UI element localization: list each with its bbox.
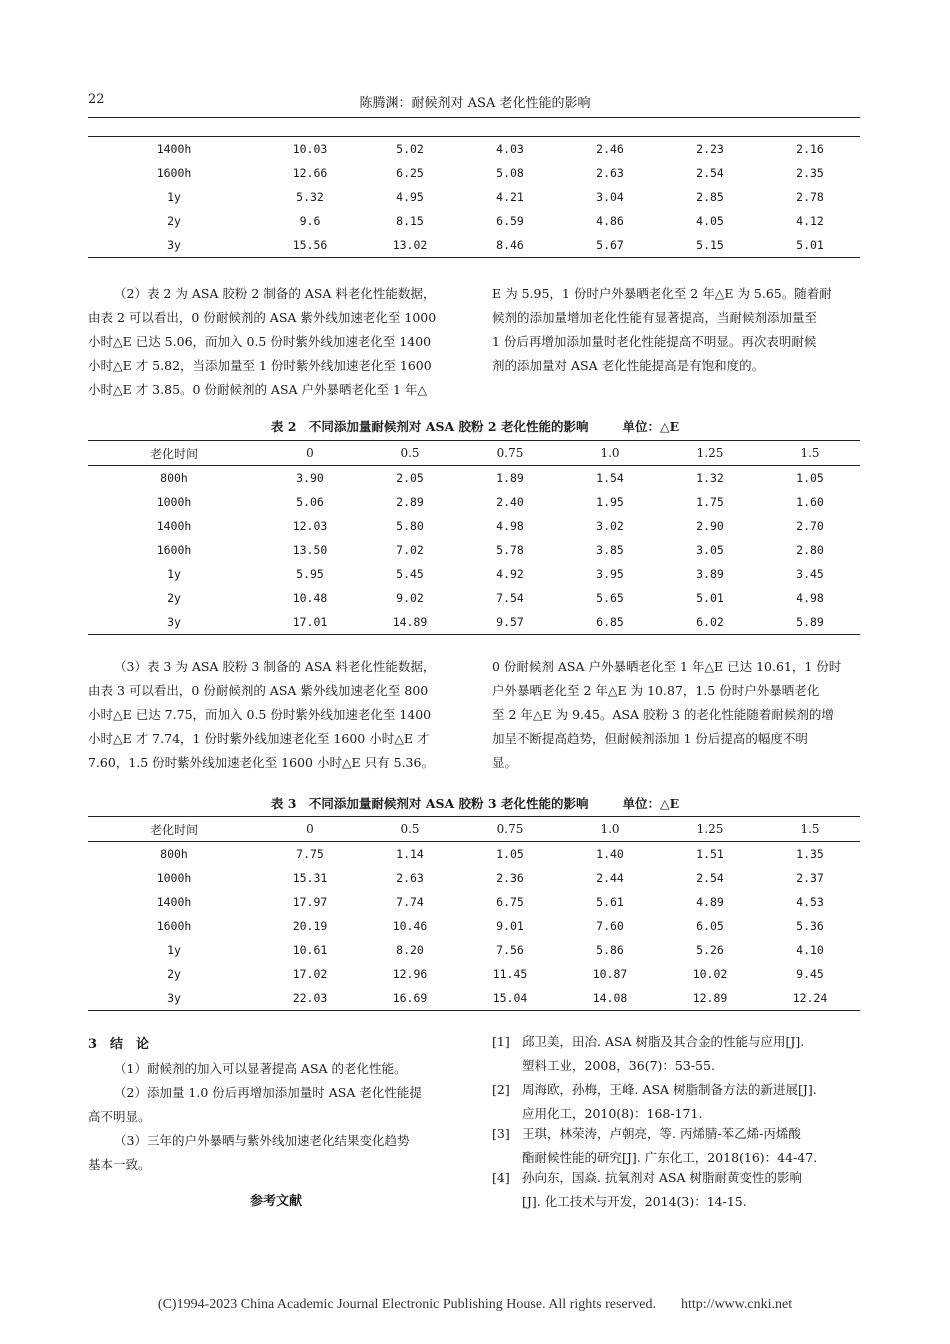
- table-cell: 16.69: [392, 991, 428, 1005]
- table-cell: 2.36: [496, 871, 524, 885]
- table-cell: 3y: [167, 615, 181, 629]
- reference-item: [492, 1030, 862, 1078]
- text-line: 剂的添加量对 ASA 老化性能提高是有饱和度的。: [492, 358, 765, 373]
- table-cell: 3.90: [296, 471, 324, 485]
- text-line: 小时△E 已达 5.06，而加入 0.5 份时紫外线加速老化至 1400: [88, 334, 432, 349]
- table-cell: 4.98: [496, 519, 524, 533]
- text-line: 户外暴晒老化至 2 年△E 为 10.87，1.5 份时户外暴晒老化: [492, 683, 820, 698]
- table-cell: 1000h: [156, 871, 192, 885]
- table-cell: 2.78: [796, 190, 824, 204]
- references-heading: 参考文献: [249, 1194, 302, 1209]
- column-header: 0.75: [460, 817, 560, 842]
- column-header: 1.0: [560, 817, 660, 842]
- reference-text: 邱卫美，田冶. ASA 树脂及其合金的性能与应用[J].: [522, 1034, 805, 1049]
- text-line: 高不明显。: [88, 1109, 151, 1124]
- table-cell: 2.44: [596, 871, 624, 885]
- text-line: 由表 3 可以看出，0 份耐候剂的 ASA 紫外线加速老化至 800: [88, 683, 429, 698]
- table-1-continued: [88, 136, 860, 258]
- text-line: （3）表 3 为 ASA 胶粉 3 制备的 ASA 料老化性能数据，: [114, 659, 436, 674]
- table-cell: 1.60: [796, 495, 824, 509]
- table-row: [88, 890, 860, 914]
- table-row: [88, 466, 860, 491]
- column-header: 1.25: [660, 441, 760, 466]
- text-line: 7.60，1.5 份时紫外线加速老化至 1600 小时△E 只有 5.36。: [88, 755, 434, 770]
- table-cell: 7.60: [596, 919, 624, 933]
- table-cell: 800h: [160, 847, 188, 861]
- table-row: [88, 610, 860, 635]
- column-header: 0: [260, 817, 360, 842]
- table-cell: 1.95: [596, 495, 624, 509]
- table-cell: 4.95: [396, 190, 424, 204]
- table-cell: 22.03: [292, 991, 328, 1005]
- paragraph-3-right: [492, 655, 862, 775]
- table-row: [88, 538, 860, 562]
- table-cell: 4.92: [496, 567, 524, 581]
- reference-item: [492, 1166, 862, 1214]
- table-cell: 10.87: [592, 967, 628, 981]
- text-line: 小时△E 才 3.85。0 份耐候剂的 ASA 户外暴晒老化至 1 年△: [88, 382, 428, 397]
- table-cell: 5.06: [296, 495, 324, 509]
- table-row: [88, 161, 860, 185]
- table-cell: 1.54: [596, 471, 624, 485]
- table-row: [88, 586, 860, 610]
- text-line: 小时△E 才 7.74，1 份时紫外线加速老化至 1600 小时△E 才: [88, 731, 430, 746]
- table-cell: 5.45: [396, 567, 424, 581]
- table-cell: 9.02: [396, 591, 424, 605]
- table-row: [88, 986, 860, 1011]
- reference-text: 王琪，林荣涛，卢朝亮，等. 丙烯腈-苯乙烯-丙烯酸: [522, 1126, 801, 1141]
- table-cell: 2.37: [796, 871, 824, 885]
- table-2: [88, 440, 860, 635]
- table-cell: 3.05: [696, 543, 724, 557]
- table-cell: 5.26: [696, 943, 724, 957]
- table-row: [88, 962, 860, 986]
- table-cell: 1.75: [696, 495, 724, 509]
- table-cell: 3y: [167, 991, 181, 1005]
- caption-text: 表 2 不同添加量耐候剂对 ASA 胶粉 2 老化性能的影响: [270, 419, 589, 434]
- table-cell: 7.02: [396, 543, 424, 557]
- table-cell: 4.53: [796, 895, 824, 909]
- table-row: [88, 914, 860, 938]
- table-3: [88, 816, 860, 1011]
- table-cell: 1400h: [156, 142, 192, 156]
- table-3-caption: [0, 794, 950, 812]
- table-cell: 2y: [167, 591, 181, 605]
- table-cell: 2.90: [696, 519, 724, 533]
- table-cell: 4.89: [696, 895, 724, 909]
- column-header: 0.5: [360, 441, 460, 466]
- table-row: [88, 842, 860, 867]
- table-row: [88, 514, 860, 538]
- table-cell: 800h: [160, 471, 188, 485]
- reference-text: 酯耐候性能的研究[J]. 广东化工，2018(16)：44-47.: [522, 1150, 818, 1165]
- reference-item: [492, 1122, 862, 1170]
- table-cell: 1000h: [156, 495, 192, 509]
- table-row: [88, 938, 860, 962]
- table-cell: 14.08: [592, 991, 628, 1005]
- reference-text: 应用化工，2010(8)：168-171.: [522, 1106, 703, 1121]
- table-cell: 2.23: [696, 142, 724, 156]
- column-header: 1.0: [560, 441, 660, 466]
- reference-number: [4]: [492, 1170, 510, 1185]
- table-cell: 2.63: [596, 166, 624, 180]
- table-cell: 6.02: [696, 615, 724, 629]
- table-cell: 13.02: [392, 238, 428, 252]
- table-cell: 1600h: [156, 919, 192, 933]
- table-cell: 1.05: [496, 847, 524, 861]
- column-header: 0: [260, 441, 360, 466]
- table-cell: 1400h: [156, 895, 192, 909]
- table-cell: 3.04: [596, 190, 624, 204]
- column-header: 1.5: [760, 817, 860, 842]
- table-cell: 13.50: [292, 543, 328, 557]
- table-cell: 12.89: [692, 991, 728, 1005]
- table-cell: 6.75: [496, 895, 524, 909]
- table-cell: 2y: [167, 214, 181, 228]
- column-header: 1.25: [660, 817, 760, 842]
- table-cell: 10.02: [692, 967, 728, 981]
- table-cell: 2.16: [796, 142, 824, 156]
- copyright-text: (C)1994-2023 China Academic Journal Electronic Publishing House. All rights reserved.: [157, 1297, 656, 1312]
- text-line: （3）三年的户外暴晒与紫外线加速老化结果变化趋势: [114, 1133, 410, 1148]
- table-cell: 6.25: [396, 166, 424, 180]
- table-header-row: [88, 817, 860, 842]
- table-cell: 5.89: [796, 615, 824, 629]
- table-cell: 5.65: [596, 591, 624, 605]
- table-cell: 3.02: [596, 519, 624, 533]
- table-cell: 7.75: [296, 847, 324, 861]
- text-line: 基本一致。: [88, 1157, 151, 1172]
- table-cell: 12.66: [292, 166, 328, 180]
- table-cell: 9.45: [796, 967, 824, 981]
- table-cell: 6.59: [496, 214, 524, 228]
- table-row: [88, 137, 860, 162]
- reference-number: [2]: [492, 1082, 510, 1097]
- table-cell: 6.05: [696, 919, 724, 933]
- table-cell: 10.46: [392, 919, 428, 933]
- text-line: 至 2 年△E 为 9.45。ASA 胶粉 3 的老化性能随着耐候剂的增: [492, 707, 834, 722]
- table-cell: 4.86: [596, 214, 624, 228]
- table-cell: 1y: [167, 943, 181, 957]
- paragraph-3-left: [88, 655, 464, 775]
- copyright-footer: [0, 1297, 950, 1313]
- table-cell: 17.02: [292, 967, 328, 981]
- conclusion-list: [88, 1057, 464, 1177]
- table-row: [88, 209, 860, 233]
- paragraph-2-right: [492, 282, 862, 378]
- table-cell: 7.56: [496, 943, 524, 957]
- reference-item: [492, 1078, 862, 1126]
- table-cell: 6.85: [596, 615, 624, 629]
- reference-text: [J]. 化工技术与开发，2014(3)：14-15.: [522, 1194, 747, 1209]
- column-header: 0.75: [460, 441, 560, 466]
- text-line: （2）添加量 1.0 份后再增加添加量时 ASA 老化性能提: [114, 1085, 422, 1100]
- table-cell: 5.80: [396, 519, 424, 533]
- table-cell: 5.32: [296, 190, 324, 204]
- table-cell: 5.02: [396, 142, 424, 156]
- column-header: 老化时间: [88, 817, 260, 842]
- table-cell: 3.95: [596, 567, 624, 581]
- table-cell: 5.86: [596, 943, 624, 957]
- table-cell: 3.45: [796, 567, 824, 581]
- table-cell: 15.56: [292, 238, 328, 252]
- table-cell: 1.89: [496, 471, 524, 485]
- paragraph-2-left: [88, 282, 464, 402]
- text-line: 候剂的添加量增加老化性能有显著提高，当耐候剂添加量至: [492, 310, 818, 325]
- table-cell: 2.70: [796, 519, 824, 533]
- table-cell: 5.01: [796, 238, 824, 252]
- column-header: 1.5: [760, 441, 860, 466]
- table-cell: 5.95: [296, 567, 324, 581]
- table-cell: 2.35: [796, 166, 824, 180]
- table-cell: 5.78: [496, 543, 524, 557]
- table-cell: 4.21: [496, 190, 524, 204]
- table-cell: 15.04: [492, 991, 528, 1005]
- table-cell: 4.03: [496, 142, 524, 156]
- table-cell: 9.6: [299, 214, 321, 228]
- table-cell: 1600h: [156, 543, 192, 557]
- reference-text: 塑料工业，2008，36(7)：53-55.: [522, 1058, 715, 1073]
- table-cell: 4.05: [696, 214, 724, 228]
- table-cell: 3y: [167, 238, 181, 252]
- table-cell: 1.32: [696, 471, 724, 485]
- table-cell: 7.74: [396, 895, 424, 909]
- text-line: （2）表 2 为 ASA 胶粉 2 制备的 ASA 料老化性能数据，: [114, 286, 436, 301]
- table-cell: 2.54: [696, 166, 724, 180]
- table-cell: 1600h: [156, 166, 192, 180]
- table-cell: 2.54: [696, 871, 724, 885]
- section-heading: 3 结 论: [88, 1037, 150, 1052]
- table-2-caption: [0, 417, 950, 435]
- caption-unit: 单位：△E: [622, 796, 680, 811]
- table-cell: 1.51: [696, 847, 724, 861]
- table-row: [88, 185, 860, 209]
- table-cell: 15.31: [292, 871, 328, 885]
- text-line: （1）耐候剂的加入可以显著提高 ASA 的老化性能。: [114, 1061, 407, 1076]
- table-row: [88, 562, 860, 586]
- caption-text: 表 3 不同添加量耐候剂对 ASA 胶粉 3 老化性能的影响: [270, 796, 589, 811]
- table-row: [88, 866, 860, 890]
- table-cell: 3.89: [696, 567, 724, 581]
- table-header-row: [88, 441, 860, 466]
- table-cell: 17.97: [292, 895, 328, 909]
- column-header: 0.5: [360, 817, 460, 842]
- table-cell: 5.08: [496, 166, 524, 180]
- table-cell: 12.24: [792, 991, 828, 1005]
- table-cell: 7.54: [496, 591, 524, 605]
- table-cell: 1y: [167, 567, 181, 581]
- table-cell: 2.46: [596, 142, 624, 156]
- table-cell: 8.46: [496, 238, 524, 252]
- table-cell: 2.85: [696, 190, 724, 204]
- table-cell: 11.45: [492, 967, 528, 981]
- table-cell: 3.85: [596, 543, 624, 557]
- table-cell: 5.61: [596, 895, 624, 909]
- table-cell: 5.36: [796, 919, 824, 933]
- table-row: [88, 233, 860, 258]
- header-rule: [88, 117, 860, 118]
- reference-number: [3]: [492, 1126, 510, 1141]
- cnki-url: http://www.cnki.net: [681, 1297, 793, 1312]
- table-cell: 5.01: [696, 591, 724, 605]
- table-cell: 12.96: [392, 967, 428, 981]
- table-cell: 17.01: [292, 615, 328, 629]
- table-cell: 2y: [167, 967, 181, 981]
- table-cell: 8.15: [396, 214, 424, 228]
- table-cell: 1.40: [596, 847, 624, 861]
- table-cell: 2.63: [396, 871, 424, 885]
- table-cell: 1y: [167, 190, 181, 204]
- table-cell: 9.57: [496, 615, 524, 629]
- table-cell: 5.67: [596, 238, 624, 252]
- table-cell: 10.61: [292, 943, 328, 957]
- table-cell: 1.14: [396, 847, 424, 861]
- caption-unit: 单位：△E: [622, 419, 680, 434]
- table-cell: 5.15: [696, 238, 724, 252]
- text-line: 由表 2 可以看出，0 份耐候剂的 ASA 紫外线加速老化至 1000: [88, 310, 437, 325]
- table-cell: 1.35: [796, 847, 824, 861]
- text-line: E 为 5.95，1 份时户外暴晒老化至 2 年△E 为 5.65。随着耐: [492, 286, 832, 301]
- table-row: [88, 490, 860, 514]
- table-cell: 4.98: [796, 591, 824, 605]
- text-line: 1 份后再增加添加量时老化性能提高不明显。再次表明耐候: [492, 334, 817, 349]
- reference-text: 周海欧，孙梅，王峰. ASA 树脂制备方法的新进展[J].: [522, 1082, 817, 1097]
- table-cell: 14.89: [392, 615, 428, 629]
- page-number: 22: [88, 92, 105, 107]
- table-cell: 4.12: [796, 214, 824, 228]
- table-cell: 9.01: [496, 919, 524, 933]
- reference-text: 孙向东，国焱. 抗氧剂对 ASA 树脂耐黄变性的影响: [522, 1170, 803, 1185]
- table-cell: 1.05: [796, 471, 824, 485]
- table-cell: 10.48: [292, 591, 328, 605]
- text-line: 小时△E 才 5.82，当添加量至 1 份时紫外线加速老化至 1600: [88, 358, 432, 373]
- text-line: 加呈不断提高趋势，但耐候剂添加 1 份后提高的幅度不明: [492, 731, 808, 746]
- table-cell: 2.05: [396, 471, 424, 485]
- column-header: 老化时间: [88, 441, 260, 466]
- table-cell: 4.10: [796, 943, 824, 957]
- text-line: 小时△E 已达 7.75，而加入 0.5 份时紫外线加速老化至 1400: [88, 707, 432, 722]
- table-cell: 1400h: [156, 519, 192, 533]
- table-cell: 12.03: [292, 519, 328, 533]
- text-line: 显。: [492, 755, 518, 770]
- table-cell: 10.03: [292, 142, 328, 156]
- table-cell: 2.89: [396, 495, 424, 509]
- table-cell: 8.20: [396, 943, 424, 957]
- table-cell: 2.80: [796, 543, 824, 557]
- table-cell: 2.40: [496, 495, 524, 509]
- reference-number: [1]: [492, 1034, 510, 1049]
- text-line: 0 份耐候剂 ASA 户外暴晒老化至 1 年△E 已达 10.61，1 份时: [492, 659, 842, 674]
- running-title: 陈腾渊：耐候剂对 ASA 老化性能的影响: [359, 96, 591, 111]
- table-cell: 20.19: [292, 919, 328, 933]
